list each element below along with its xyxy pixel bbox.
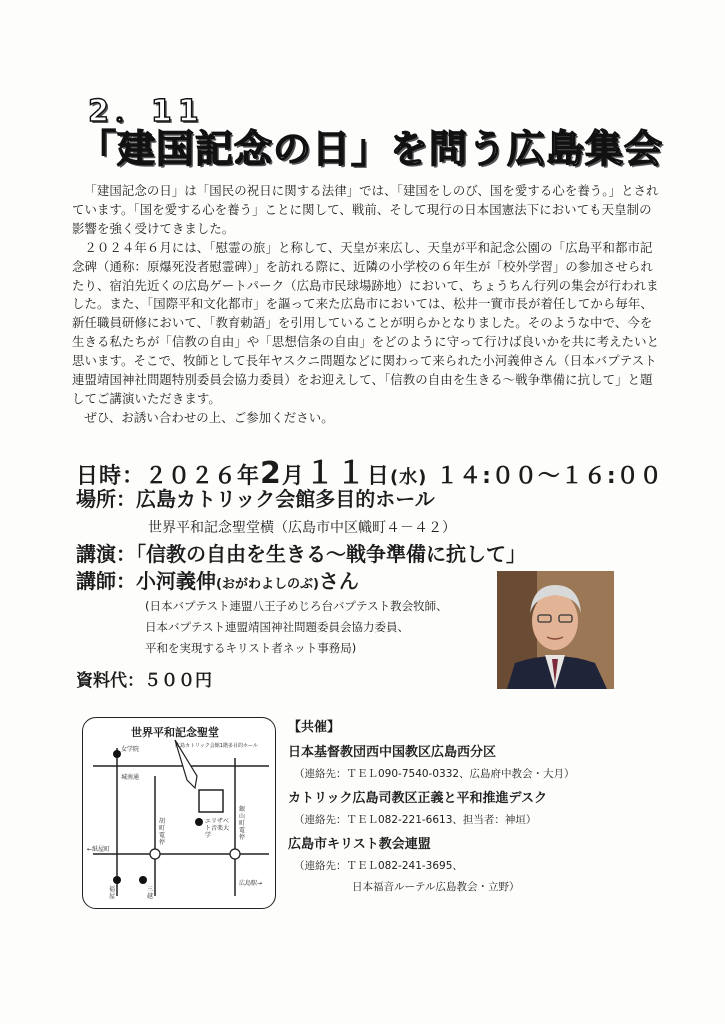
page-title: 「建国記念の日」を問う広島集会: [78, 127, 664, 171]
speaker-portrait-image: [497, 571, 614, 689]
map-label-school: 女学院: [121, 746, 140, 753]
event-speaker: [76, 565, 359, 594]
access-map: [82, 717, 276, 909]
place-address: 世界平和記念聖堂横（広島市中区幟町４－４２）: [148, 520, 456, 536]
event-weekday: (水): [389, 467, 428, 488]
intro-paragraph: ぜひ、お誘い合わせの上、ご参加ください。: [84, 409, 334, 425]
intro-paragraph: ２０２４年６月には、「慰霊の旅」と称して、天皇が来広し、天皇が平和記念公園の「広島平和都市記念碑（通称：原爆死没者慰霊碑）」を訪れる際に、近隣の小学校の６年生が「校外学習」の参加させられたり、宿泊先近くの広島ゲートパーク（広島市民球場跡地）において、ちょうちん行列の集会が行われました。また、「国際平和文化都市」を謳って来た広島市においては、松井一實市長が着任してから毎年、新任職員研修において、「教育勅語」を引用していることが明らかとなりました。そのような中で、今を生きる私たちが「信教の自由」や「思想信条の自由」をどのように守って行けば良いかを共に考えたいと思います。そこで、牧師として長年ヤスクニ問題などに関わって来られた小河義伸さん（日本バプテスト連盟靖国神社問題特別委員会協力委員）をお迎えして、「信教の自由を生きる～戦争準備に抗して」と題してご講演いただきます。: [72, 239, 660, 406]
sponsor-contact-continued: 日本福音ルーテル広島教会・立野）: [352, 881, 520, 893]
map-label-tram2: 銀山町電停: [239, 806, 246, 841]
sponsor-contact: （連絡先：ＴＥＬ090-7540-0332、広島府中教会・大月）: [294, 768, 575, 780]
map-label-tram1: 胡町電停: [159, 818, 166, 846]
sponsor-contact: （連絡先：ＴＥＬ082-221-6613、担当者：神垣）: [294, 814, 537, 826]
speaker-photo: [497, 571, 614, 689]
event-month: 2: [260, 456, 282, 491]
fee-label: 資料代：: [76, 671, 144, 691]
intro-text: [72, 182, 662, 428]
day-unit: 日: [366, 464, 390, 489]
map-label-mitsukoshi: 三越: [147, 886, 154, 900]
fee-amount: ５００円: [144, 671, 212, 691]
speaker-suffix: さん: [318, 569, 359, 593]
map-label-elizabeth: エリザベト音楽大学: [205, 818, 230, 839]
sponsor-org: 日本基督教団西中国教区広島西分区: [288, 745, 497, 760]
affiliation-line: (日本バプテスト連盟八王子めじろ台バプテスト教会牧師、: [145, 599, 448, 613]
co-sponsors: [288, 716, 708, 894]
speaker-reading: (おがわよしのぶ): [216, 577, 319, 592]
datetime-label: 日時：: [76, 464, 146, 489]
sponsor-org: 広島市キリスト教会連盟: [288, 837, 431, 852]
map-label-station: 広島駅→: [239, 880, 263, 887]
map-label-fukuya: 福屋: [109, 886, 116, 900]
map-label-kamiyacho: ←紙屋町: [87, 846, 111, 853]
event-year: ２０２６年: [145, 464, 261, 489]
sponsor-contact: （連絡先：ＴＥＬ082-241-3695、: [294, 860, 463, 872]
affiliation-line: 平和を実現するキリスト者ネット事務局): [145, 641, 357, 655]
place-name: 広島カトリック会館多目的ホール: [136, 487, 435, 511]
sponsor-org: カトリック広島司教区正義と平和推進デスク: [288, 791, 547, 806]
intro-paragraph: 「建国記念の日」は「国民の祝日に関する法律」では、「建国をしのび、国を愛する心を養う。」とされています。「国を愛する心を養う」ことに関して、戦前、そして現行の日本国憲法下においても天皇制の影響を強く受けてきました。: [72, 183, 659, 236]
event-date-heading: 2．11: [88, 94, 205, 129]
event-lecture: [76, 538, 526, 567]
event-time: １４:００～１６:００: [436, 464, 663, 489]
map-label-street: 城南通: [121, 774, 140, 781]
month-unit: 月: [281, 464, 305, 489]
sponsors-heading: 【共催】: [288, 720, 341, 735]
speaker-affiliations: [145, 596, 448, 659]
lecture-title: 「信教の自由を生きる～戦争準備に抗して」: [136, 542, 526, 566]
map-hall-label: 広島カトリック会館1階多目的ホール: [175, 743, 258, 749]
speaker-name: 小河義伸: [136, 569, 216, 593]
map-title: 世界平和記念聖堂: [131, 726, 219, 739]
event-place: [76, 483, 435, 512]
event-day: １１: [304, 456, 367, 491]
affiliation-line: 日本バプテスト連盟靖国神社問題委員会協力委員、: [145, 620, 410, 634]
speaker-label: 講師：: [76, 569, 136, 593]
material-fee: [76, 666, 212, 691]
lecture-label: 講演：: [76, 542, 136, 566]
place-label: 場所：: [76, 487, 136, 511]
